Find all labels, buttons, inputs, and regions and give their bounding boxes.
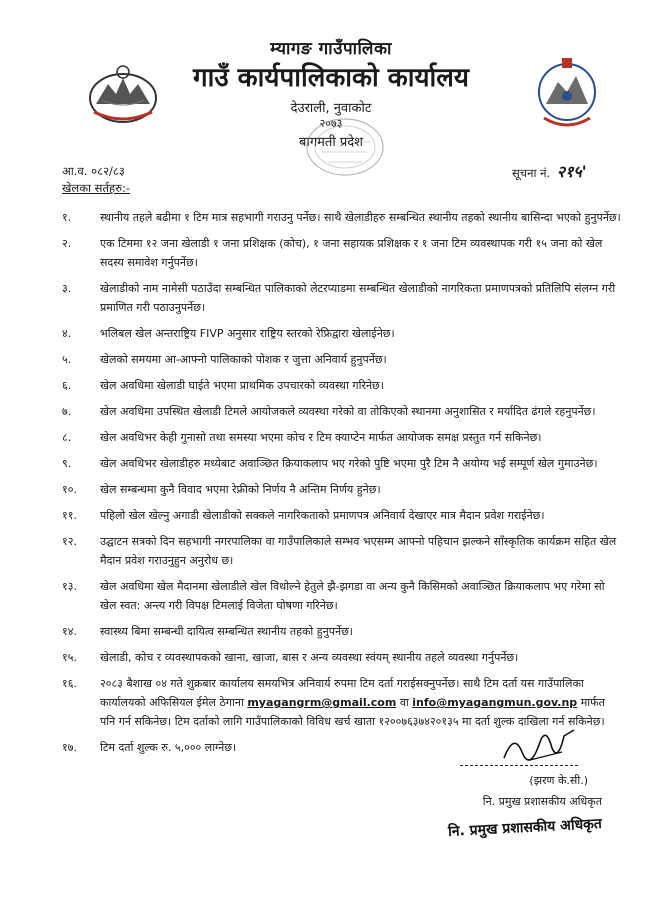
term-number: ११.	[62, 509, 77, 522]
term-text-part: मार्फत पनि गर्न सकिनेछ। टिम दर्ताको लागि गाउँपालिकाको विविध खर्च खाता १२००७६३७४२०१३५ मा दर्ता शुल्क दाखिला गर्न सकिनेछ।	[100, 696, 605, 728]
term-text: उद्घाटन सत्रको दिन सहभागी नगरपालिका वा गाउँपालिकाले सम्भव भएसम्म आफ्नो पहिचान झल्कने साँस्कृतिक कार्यक्रम सहित खेल मैदान प्रवेश गराउनुहुन अनुरोध छ।	[100, 535, 617, 567]
office-address: देउराली, नुवाकोट	[290, 101, 372, 116]
term-number: १३.	[62, 580, 77, 593]
notice-number-value: २१५'	[556, 162, 587, 181]
signatory-stamp: नि. प्रमुख प्रशासकीय अधिकृत	[447, 815, 603, 841]
term-item	[62, 532, 622, 570]
term-text-part: वा	[399, 696, 409, 709]
term-number: २.	[62, 237, 72, 250]
term-item	[62, 428, 622, 447]
term-text: खेलको समयमा आ-आफ्नो पालिकाको पोशक र जुत्ता अनिवार्य हुनुपर्नेछ।	[100, 353, 387, 366]
term-number: ५.	[62, 353, 72, 366]
term-number: १४.	[62, 625, 77, 638]
term-number: १७.	[62, 741, 77, 754]
term-text: एक टिममा १२ जना खेलाडी १ जना प्रशिक्षक (कोच), १ जना सहायक प्रशिक्षक र १ जना टिम व्यवस्थापक गरी १५ जना को खेल सदस्य समावेश गर्नुपर्नेछ।	[100, 237, 603, 269]
term-text: खेलाडी, कोच र व्यवस्थापकको खाना, खाजा, बास र अन्य व्यवस्था स्वंयम् स्थानीय तहले व्यवस्था गर्नुपर्नेछ।	[100, 651, 519, 664]
term-item	[62, 279, 622, 317]
term-number: ४.	[62, 327, 72, 340]
term-item	[62, 208, 622, 227]
term-text-part: २०८३ बैशाख ०४ गते शुक्रबार कार्यालय समयभित्र अनिवार्य रुपमा टिम दर्ता गराईसक्नुपर्नेछ। साथै टिम दर्ता यस गाउँपालिका कार्यालयको अफिसियल ईमेल ठेगाना	[100, 677, 584, 709]
term-number: १६.	[62, 677, 77, 690]
terms-list	[62, 208, 622, 764]
signatory-name: (झरण के.सी.)	[529, 774, 588, 787]
term-text: खेल अवधिमा उपस्थित खेलाडी टिमले आयोजकले व्यवस्था गरेको वा तोकिएको स्थानमा अनुशासित र मर्यादित ढंगले रहनुपर्नेछ।	[100, 405, 596, 418]
term-text: खेल अवधिभर खेलाडीहरु मध्येबाट अवाञ्छित क्रियाकलाप भए गरेको पुष्टि भएमा पुरै टिम नै अयोग्य भई सम्पूर्ण खेल गुमाउनेछ।	[100, 457, 598, 470]
term-item	[62, 577, 622, 615]
term-number: १.	[62, 211, 72, 224]
term-item	[62, 324, 622, 343]
term-number: ८.	[62, 431, 72, 444]
term-item	[62, 376, 622, 395]
term-text: खेल सम्बन्धमा कुनै विवाद भएमा रेफ्रीको निर्णय नै अन्तिम निर्णय हुनेछ।	[100, 483, 381, 496]
term-number: १५.	[62, 651, 77, 664]
fiscal-year: आ.व. ०८२/८३	[62, 164, 125, 178]
term-text: खेल अवधिभर केही गुनासो तथा समस्या भएमा कोच र टिम क्याप्टेन मार्फत आयोजक समक्ष प्रस्तुत गर्न सकिनेछ।	[100, 431, 542, 444]
term-number: ६.	[62, 379, 72, 392]
established-year: २०७३	[319, 117, 343, 130]
term-item	[62, 350, 622, 369]
term-number: ७.	[62, 405, 72, 418]
notice-number	[512, 160, 587, 182]
province-name: बागमती प्रदेश	[299, 135, 363, 150]
term-text: स्वास्थ्य बिमा सम्बन्धी दायित्व सम्बन्धित स्थानीय तहको हुनुपर्नेछ।	[100, 625, 353, 638]
term-text: खेल अवधिमा खेल मैदानमा खेलाडीले खेल विथोल्ने हेतुले झै-झगडा वा अन्य कुनै किसिमको अवाञ्छित क्रियाकलाप भए गरेमा सो खेल स्वत: अन्त्य गरी विपक्ष टिमलाई विजेता घोषणा गरिनेछ।	[100, 580, 605, 612]
term-text: पहिलो खेल खेल्नु अगाडी खेलाडीको सक्कले नागरिकताको प्रमाणपत्र अनिवार्य देखाएर मात्र मैदान प्रवेश गराईनेछ।	[100, 509, 545, 522]
term-item	[62, 648, 622, 667]
signature-icon	[500, 722, 580, 766]
office-stamp-icon	[300, 112, 390, 182]
signatory-title: नि. प्रमुख प्रशासकीय अधिकृत	[482, 795, 602, 808]
term-text: खेलाडीको नाम नामेसी पठाउँदा सम्बन्धित पालिकाको लेटरप्याडमा सम्बन्धित खेलाडीको नागरिकता प्रमाणपत्रको प्रतिलिपि संलग्न गरी प्रमाणित गरी पठाउनुपर्नेछ।	[100, 282, 616, 314]
term-text: स्थानीय तहले बढीमा १ टिम मात्र सहभागी गराउनु पर्नेछ। साथै खेलाडीहरु सम्बन्धित स्थानीय तहको स्थानीय बासिन्दा भएको हुनुपर्नेछ।	[100, 211, 621, 224]
municipality-name: म्यागङ गाउँपालिका	[270, 39, 392, 59]
signature-line	[460, 765, 578, 766]
term-item	[62, 402, 622, 421]
term-item	[62, 234, 622, 272]
term-item	[62, 454, 622, 473]
term-number: १२.	[62, 535, 77, 548]
term-item	[62, 506, 622, 525]
email-link-gmail[interactable]: myagangrm@gmail.com	[247, 696, 397, 709]
term-text: खेल अवधिमा खेलाडी घाईते भएमा प्राथमिक उपचारको व्यवस्था गरिनेछ।	[100, 379, 384, 392]
term-item	[62, 622, 622, 641]
term-item	[62, 480, 622, 499]
conditions-heading: खेलका सर्तहरु:-	[62, 181, 131, 195]
notice-number-label: सूचना नं.	[512, 166, 551, 180]
email-link-official[interactable]: info@myagangmun.gov.np	[412, 696, 578, 709]
office-name: गाउँ कार्यपालिकाको कार्यालय	[193, 63, 469, 93]
term-text: टिम दर्ता शुल्क रु. ५,००० लाग्नेछ।	[100, 741, 237, 754]
term-text: भलिबल खेल अन्तराष्ट्रिय FIVP अनुसार राष्ट्रिय स्तरको रेफ्रिद्वारा खेलाईनेछ।	[100, 327, 395, 340]
term-number: १०.	[62, 483, 77, 496]
term-number: ३.	[62, 282, 72, 295]
term-number: ९.	[62, 457, 72, 470]
